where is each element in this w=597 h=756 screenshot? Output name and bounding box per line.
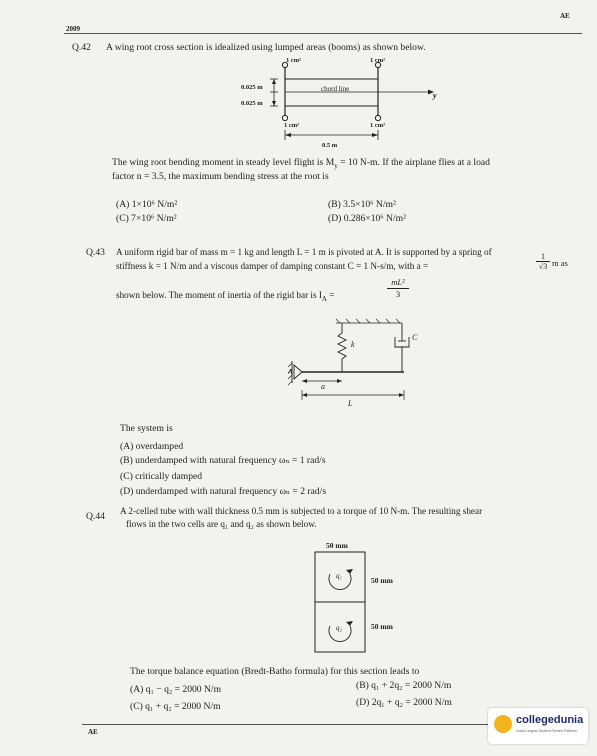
pivot bbox=[294, 365, 302, 379]
boom-bottom-right bbox=[375, 115, 380, 120]
q44-two-cell-figure bbox=[300, 548, 380, 658]
q42-option-b[interactable]: (B) 3.5×10⁶ N/m² bbox=[328, 199, 396, 210]
q44-number: Q.44 bbox=[86, 511, 105, 522]
q43-L-label: L bbox=[348, 399, 353, 408]
logo-tagline: India's largest Student Review Platform bbox=[516, 729, 577, 733]
q42-area-top-left: 1 cm² bbox=[286, 57, 302, 64]
q44-prompt: The torque balance equation (Bredt-Batho formula) for this section leads to bbox=[130, 666, 420, 677]
collegedunia-logo bbox=[488, 708, 588, 744]
q43-line3: shown below. The moment of inertia of the rigid bar is $I_A$ = bbox=[116, 290, 335, 303]
q43-option-b[interactable]: (B) underdamped with natural frequency ωₙ = 1 rad/s bbox=[120, 455, 326, 466]
graduation-cap-icon bbox=[494, 715, 512, 733]
q44-q2-label: q₂ bbox=[336, 624, 342, 632]
q42-area-bottom-left: 1 cm² bbox=[284, 122, 300, 129]
q44-option-b[interactable]: (B) q₁ + 2q₂ = 2000 N/m bbox=[356, 680, 452, 691]
q42-stem: A wing root cross section is idealized using lumped areas (booms) as shown below. bbox=[106, 42, 426, 53]
q43-pivot-label: A bbox=[288, 368, 293, 376]
q43-line2-tail: m as bbox=[552, 258, 568, 268]
q42-axis-y: y bbox=[433, 91, 437, 100]
q42-option-a[interactable]: (A) 1×10⁶ N/m² bbox=[116, 199, 178, 210]
footer-code: AE bbox=[88, 728, 98, 736]
q44-line1: A 2-celled tube with wall thickness 0.5 mm is subjected to a torque of 10 N-m. The resulting shear bbox=[120, 506, 483, 516]
q43-number: Q.43 bbox=[86, 247, 105, 258]
q42-chord-label: chord line bbox=[321, 85, 350, 93]
q42-span-label: 0.5 m bbox=[322, 142, 338, 149]
q44-line2: flows in the two cells are q₁ and q₂ as shown below. bbox=[126, 519, 317, 529]
q42-dim-top: 0.025 m bbox=[241, 84, 263, 91]
boom-bottom-left bbox=[282, 115, 287, 120]
q42-dim-bottom: 0.025 m bbox=[241, 100, 263, 107]
q44-option-d[interactable]: (D) 2q₁ + q₂ = 2000 N/m bbox=[356, 697, 452, 708]
q43-option-c[interactable]: (C) critically damped bbox=[120, 471, 203, 482]
q43-line1: A uniform rigid bar of mass m = 1 kg and length L = 1 m is pivoted at A. It is supported by a spring of bbox=[116, 247, 492, 257]
q42-area-top-right: 1 cm² bbox=[370, 57, 386, 64]
q43-prompt: The system is bbox=[120, 423, 173, 434]
footer-rule bbox=[82, 724, 502, 725]
q42-option-c[interactable]: (C) 7×10⁶ N/m² bbox=[116, 213, 177, 224]
q44-height2-label: 50 mm bbox=[371, 622, 393, 631]
q44-option-c[interactable]: (C) q₁ + q₂ = 2000 N/m bbox=[130, 701, 221, 712]
q43-k-label: k bbox=[351, 340, 355, 349]
q42-option-d[interactable]: (D) 0.286×10⁶ N/m² bbox=[328, 213, 406, 224]
q44-width-label: 50 mm bbox=[326, 541, 348, 550]
q43-fraction: 1 √3 bbox=[536, 252, 550, 272]
q42-body-line1: The wing root bending moment in steady level flight is $M_y = 10$ N-m. If the airplane flies at a load bbox=[112, 157, 490, 170]
logo-name: collegedunia bbox=[516, 714, 584, 726]
q42-body-line2: factor n = 3.5, the maximum bending stress at the root is bbox=[112, 171, 329, 182]
year-label: 2009 bbox=[66, 25, 80, 33]
header-rule bbox=[64, 33, 582, 34]
q44-option-a[interactable]: (A) q₁ − q₂ = 2000 N/m bbox=[130, 684, 222, 695]
q43-a-label: a bbox=[321, 382, 325, 391]
q44-height1-label: 50 mm bbox=[371, 576, 393, 585]
q43-c-label: C bbox=[412, 333, 418, 342]
q44-q1-label: q₁ bbox=[336, 572, 342, 580]
spring bbox=[338, 323, 346, 372]
q43-inertia-fraction: mL² 3 bbox=[387, 277, 409, 300]
q43-bar-figure bbox=[280, 315, 430, 415]
q43-option-a[interactable]: (A) overdamped bbox=[120, 441, 184, 452]
q42-area-bottom-right: 1 cm² bbox=[370, 122, 386, 129]
q42-number: Q.42 bbox=[72, 42, 91, 53]
q43-option-d[interactable]: (D) underdamped with natural frequency ωₙ = 2 rad/s bbox=[120, 486, 327, 497]
header-code: AE bbox=[560, 12, 570, 20]
q43-line2: stiffness k = 1 N/m and a viscous damper of damping constant C = 1 N-s/m, with a = bbox=[116, 261, 429, 271]
